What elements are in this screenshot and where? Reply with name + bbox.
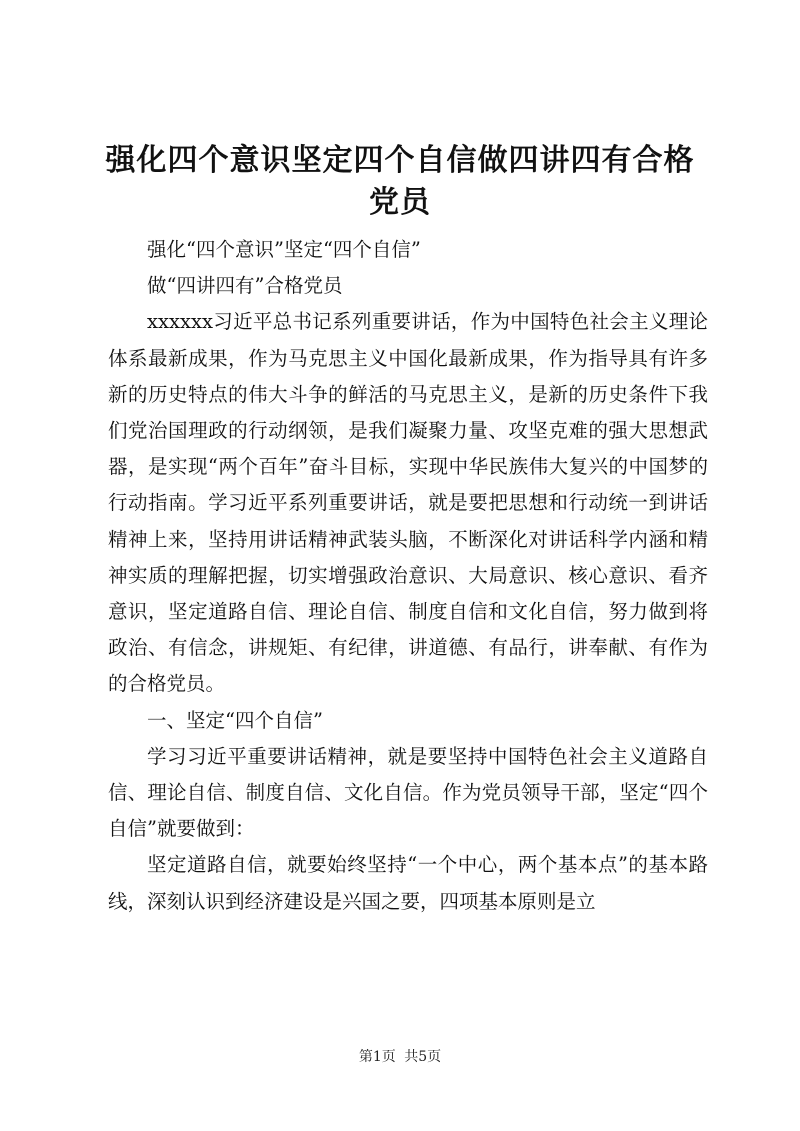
page-total: 共5页 — [404, 1049, 442, 1065]
document-body — [108, 232, 708, 920]
paragraph-section-1: 学习习近平重要讲话精神，就是要坚持中国特色社会主义道路自信、理论自信、制度自信、文化自信。作为党员领导干部，坚定“四个自信”就要做到： — [108, 744, 708, 841]
subtitle-line-1: 强化“四个意识”坚定“四个自信” — [147, 238, 421, 261]
page-number: 第1页 — [358, 1049, 396, 1065]
paragraph-intro: xxxxxx习近平总书记系列重要讲话，作为中国特色社会主义理论体系最新成果，作为马克思主义中国化最新成果，作为指导具有许多新的历史特点的伟大斗争的鲜活的马克思主义，是新的历史条件下我们党治国理政的行动纲领，是我们凝聚力量、攻坚克难的强大思想武器，是实现“两个百年”奋斗目标，实现中华民族伟大复兴的中国梦的行动指南。学习近平系列重要讲话，就是要把思想和行动统一到讲话精神上来，坚持用讲话精神武装头脑，不断深化对讲话科学内涵和精神实质的理解把握，切实增强政治意识、大局意识、核心意识、看齐意识，坚定道路自信、理论自信、制度自信和文化自信，努力做到将政治、有信念，讲规矩、有纪律，讲道德、有品行，讲奉献、有作为的合格党员。 — [108, 310, 708, 696]
document-title: 强化四个意识坚定四个自信做四讲四有合格党员 — [105, 143, 695, 220]
page-footer — [0, 1047, 800, 1067]
subtitle-line-2: 做“四讲四有”合格党员 — [147, 274, 343, 298]
section-heading-1: 一、坚定“四个自信” — [147, 708, 323, 732]
paragraph-road-confidence: 坚定道路自信，就要始终坚持“一个中心，两个基本点”的基本路线，深刻认识到经济建设是兴国之要，四项基本原则是立 — [108, 853, 708, 913]
